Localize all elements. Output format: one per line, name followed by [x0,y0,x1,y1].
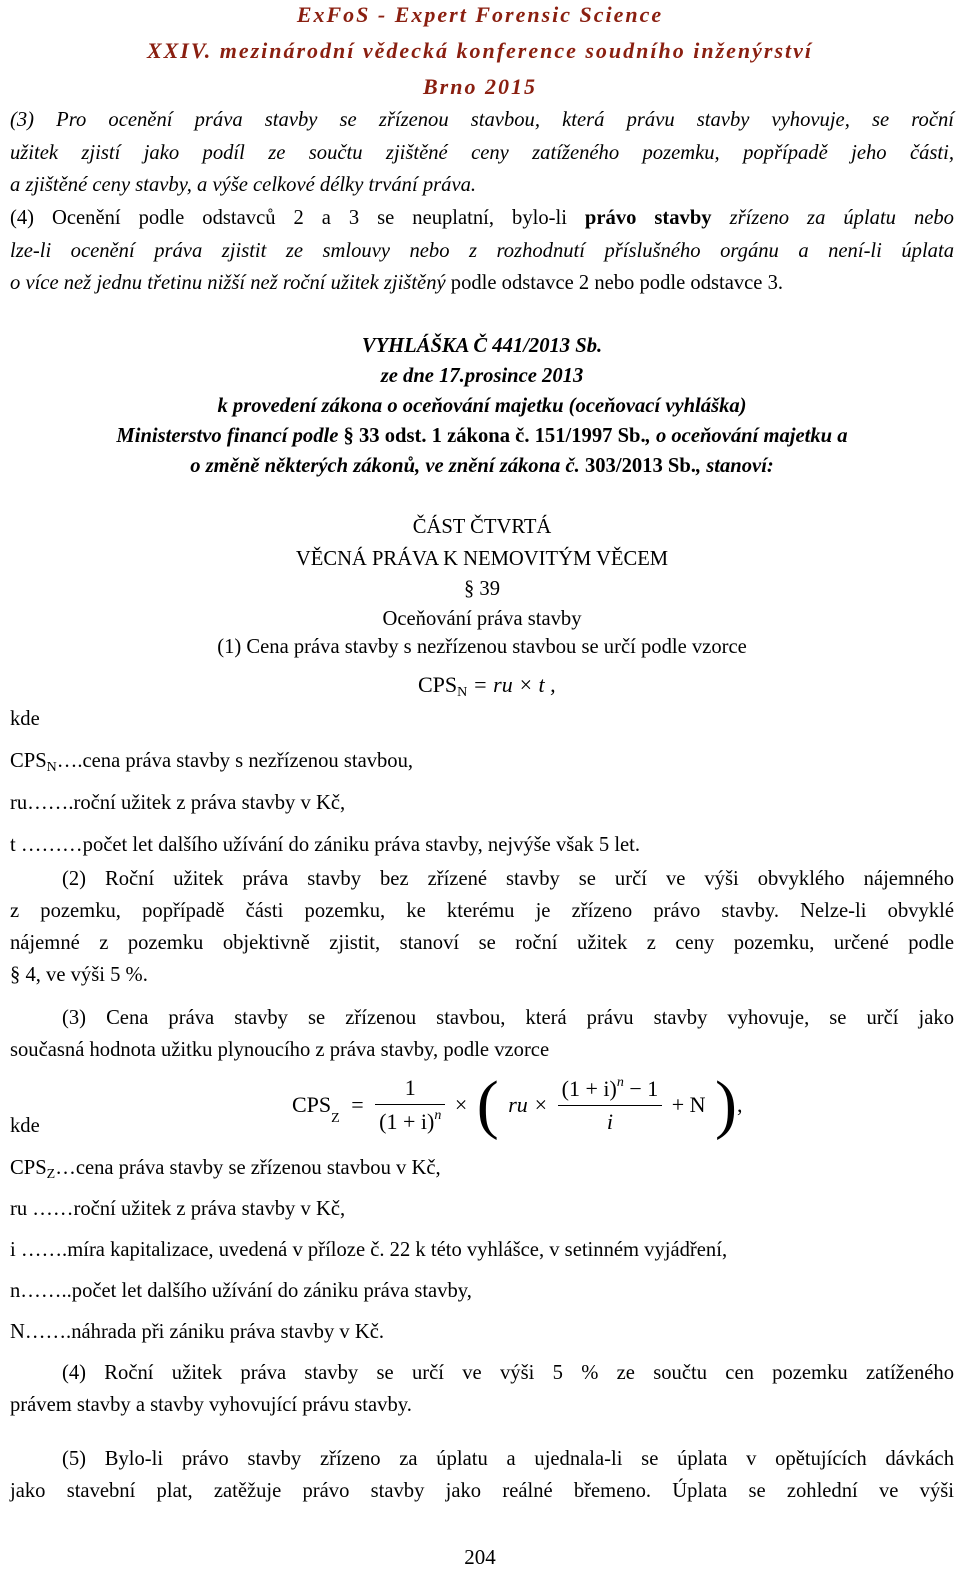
p5-line1 [10,1446,954,1473]
decree-authority-a: Ministerstvo financí podle [116,425,344,447]
p2-line4: § 4, ve výši 5 %. [10,964,148,986]
intro-p3-line1: (3) Pro ocenění práva stavby se zřízenou stavbou, která právu stavby vyhovuje, se roční [10,109,954,131]
defs2-i: i …….míra kapitalizace, uvedená v příloze č. 22 k této vyhlášce, v setinném vyjádření, [10,1239,728,1261]
formula2-frac2-num [558,1075,663,1106]
p5-line2: jako stavební plat, zatěžuje právo stavby jako reálné břemeno. Úplata se zohlední ve výši [10,1480,954,1502]
defs1-cps-sub: N [46,760,57,775]
formula2-plus-n: + N [671,1092,706,1117]
defs1-kde: kde [10,708,40,730]
defs1-ru: ru…….roční užitek z práva stavby v Kč, [10,792,346,814]
formula1-lhs-sub: N [457,685,468,700]
defs1-cps-label: CPS [10,750,47,772]
intro-p4-bold: právo stavby [584,207,712,229]
formula2-frac1-den-exp: n [434,1108,442,1123]
p3-line1-text: (3) Cena práva stavby se zřízenou stavbou, která právu stavby vyhovuje, se určí jako [62,1007,954,1029]
formula2-frac2-den: i [606,1109,613,1134]
header-title: ExFoS - Expert Forensic Science [296,2,664,27]
intro-p3-line2: užitek zjistí jako podíl ze součtu zjištěné ceny zatíženého pozemku, popřípadě jeho části, [10,142,954,164]
defs1-cps-text: ….cena práva stavby s nezřízenou stavbou, [56,750,414,772]
header-conference: XXIV. mezinárodní vědecká konference soudního inženýrství [146,38,814,63]
defs2-n: n……..počet let dalšího užívání do zániku práva stavby, [10,1280,472,1302]
intro-p4-line3-normal: podle odstavce 2 nebo podle odstavce 3. [450,272,784,294]
decree-amendment-a: o změně některých zákonů, ve znění zákona č. [190,455,585,477]
defs1-t: t ………počet let dalšího užívání do zániku práva stavby, nejvýše však 5 let. [10,834,641,856]
formula1-lhs: CPS [418,672,458,697]
page-number: 204 [464,1545,496,1569]
decree-amendment [10,453,954,480]
defs2-cps-label: CPS [10,1157,47,1179]
decree-title: VYHLÁŠKA Č 441/2013 Sb. [361,335,603,357]
formula2-equals: = [351,1092,364,1117]
decree-amendment-c: , stanoví: [695,455,774,477]
p4-line1-text: (4) Roční užitek práva stavby se určí ve výši 5 % ze součtu cen pozemku zatíženého [62,1362,954,1384]
defs2-cps-sub: Z [46,1167,56,1182]
formula2-close-paren: ) [715,1068,738,1141]
formula2-frac1-num: 1 [375,1075,445,1105]
part-heading: ČÁST ČTVRTÁ [412,516,552,538]
p3-line2: současná hodnota užitku plynoucího z práva stavby, podle vzorce [10,1039,550,1061]
formula1-rhs: = ru × t , [472,672,556,697]
paragraph-title: Oceňování práva stavby [382,608,582,630]
intro-p4-text-b: zřízeno za úplatu nebo [711,207,954,229]
intro-p4-line2: lze-li ocenění práva zjistit ze smlouvy nebo z rozhodnutí příslušného orgánu a není-li úplata [10,240,954,262]
defs1-cps [10,748,954,781]
decree-authority-law-link[interactable]: § 33 odst. 1 zákona č. 151/1997 Sb. [343,425,646,447]
p4-line1 [10,1360,954,1387]
formula2-frac2-num-exp: n [616,1075,624,1090]
intro-p4-line1 [10,205,954,232]
formula-cps-n [418,672,556,701]
decree-amendment-law-link[interactable]: 303/2013 Sb. [584,455,696,477]
header-location: Brno 2015 [423,74,537,99]
formula2-times: × [454,1092,468,1117]
p2-line1 [10,866,954,893]
p2-line3: nájemné z pozemku objektivně zjistit, stanoví se roční užitek z ceny pozemku, určené podle [10,932,954,954]
p5-line1-text: (5) Bylo-li právo stavby zřízeno za úplatu a ujednala-li se úplata v opětujících dávkách [62,1448,954,1470]
intro-p4-text-a: (4) Ocenění podle odstavců 2 a 3 se neuplatní, bylo-li [10,207,585,229]
formula2-lhs-sub: Z [331,1111,340,1127]
p4-line2: právem stavby a stavby vyhovující právu stavby. [10,1394,412,1416]
p2-line1-text: (2) Roční užitek práva stavby bez zřízené stavby se určí ve výši obvyklého nájemného [62,868,954,890]
part-title: VĚCNÁ PRÁVA K NEMOVITÝM VĚCEM [295,548,669,570]
intro-p4-line3-italic: o více než jednu třetinu nižší než roční užitek zjištěný [10,272,451,294]
formula2-ru: ru × [508,1092,549,1117]
formula2-comma: , [737,1092,743,1117]
p3-line1 [10,1005,954,1032]
paragraph-1-text: (1) Cena práva stavby s nezřízenou stavbou se určí podle vzorce [217,636,747,658]
formula2-frac1-den-base: (1 + i) [379,1109,435,1134]
defs2-cps-text: …cena práva stavby se zřízenou stavbou v Kč, [55,1157,441,1179]
decree-subtitle: k provedení zákona o oceňování majetku (oceňovací vyhláška) [217,395,747,417]
p2-line2: z pozemku, popřípadě části pozemku, ke kterému je zřízeno právo stavby. Nelze-li obvyklé [10,900,954,922]
decree-date: ze dne 17.prosince 2013 [380,365,584,387]
decree-authority-c: , o oceňování majetku a [645,425,848,447]
defs2-cps [10,1155,954,1188]
intro-p3-line3: a zjištěné ceny stavby, a výše celkové délky trvání práva. [10,174,477,196]
defs2-ru: ru ……roční užitek z práva stavby v Kč, [10,1198,346,1220]
decree-authority [10,423,954,450]
intro-p4-line3 [10,270,954,297]
defs2-kde: kde [10,1115,40,1137]
formula2-lhs: CPS [292,1092,332,1117]
formula2-frac2-num-rest: − 1 [623,1076,659,1101]
paragraph-number: § 39 [463,578,501,600]
formula2-open-paren: ( [476,1068,499,1141]
defs2-N: N…….náhrada při zániku práva stavby v Kč. [10,1321,384,1343]
formula2-frac2-num-base: (1 + i) [561,1076,617,1101]
